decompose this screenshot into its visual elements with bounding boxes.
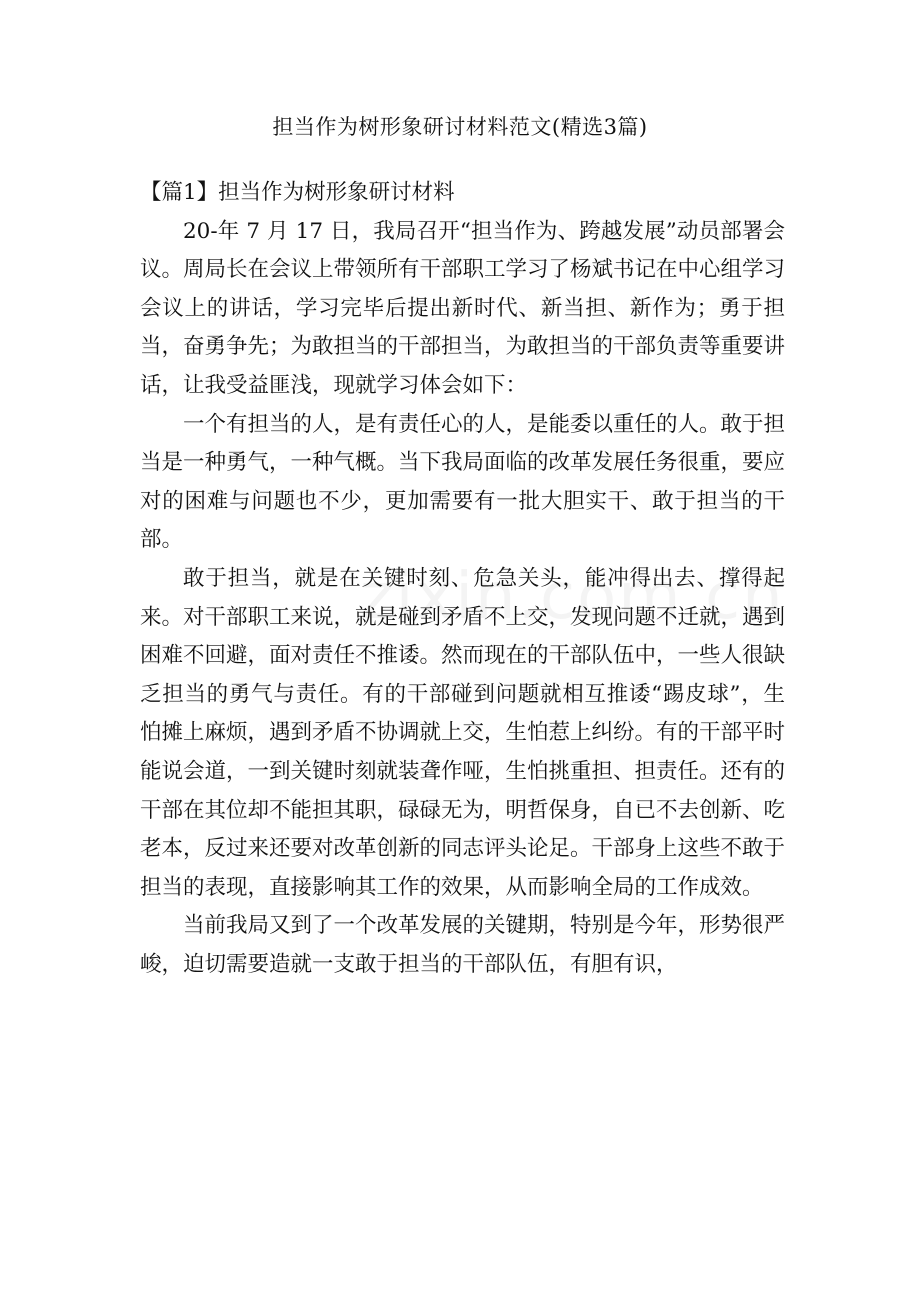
paragraph-3: 敢于担当，就是在关键时刻、危急关头，能冲得出去、撑得起来。对干部职工来说，就是碰到矛盾不上交，发现问题不迁就，遇到困难不回避，面对责任不推诿。然而现在的干部队伍中，一些人很缺乏担当的勇气与责任。有的干部碰到问题就相互推诿“踢皮球”，生怕摊上麻烦，遇到矛盾不协调就上交，生怕惹上纠纷。有的干部平时能说会道，一到关键时刻就装聋作哑，生怕挑重担、担责任。还有的干部在其位却不能担其职，碌碌无为，明哲保身，自已不去创新、吃老本，反过来还要对改革创新的同志评头论足。干部身上这些不敢于担当的表现，直接影响其工作的效果，从而影响全局的工作成效。 (140, 565, 786, 900)
section-heading: 【篇1】担当作为树形象研讨材料 (140, 180, 455, 205)
document-title: 担当作为树形象研讨材料范文(精选3篇) (272, 115, 648, 139)
document-body (140, 174, 785, 984)
paragraph-2: 一个有担当的人，是有责任心的人，是能委以重任的人。敢于担当是一种勇气，一种气概。当下我局面临的改革发展任务很重，要应对的困难与问题也不少，更加需要有一批大胆实干、敢于担当的干部。 (140, 411, 786, 553)
paragraph-1: 20-年 7 月 17 日，我局召开“担当作为、跨越发展”动员部署会议。周局长在会议上带领所有干部职工学习了杨斌书记在中心组学习会议上的讲话，学习完毕后提出新时代、新当担、新作为；勇于担当，奋勇争先；为敢担当的干部担当，为敢担当的干部负责等重要讲话，让我受益匪浅，现就学习体会如下： (140, 218, 786, 398)
paragraph-4: 当前我局又到了一个改革发展的关键期，特别是今年，形势很严峻，迫切需要造就一支敢于担当的干部队伍，有胆有识， (140, 913, 786, 977)
